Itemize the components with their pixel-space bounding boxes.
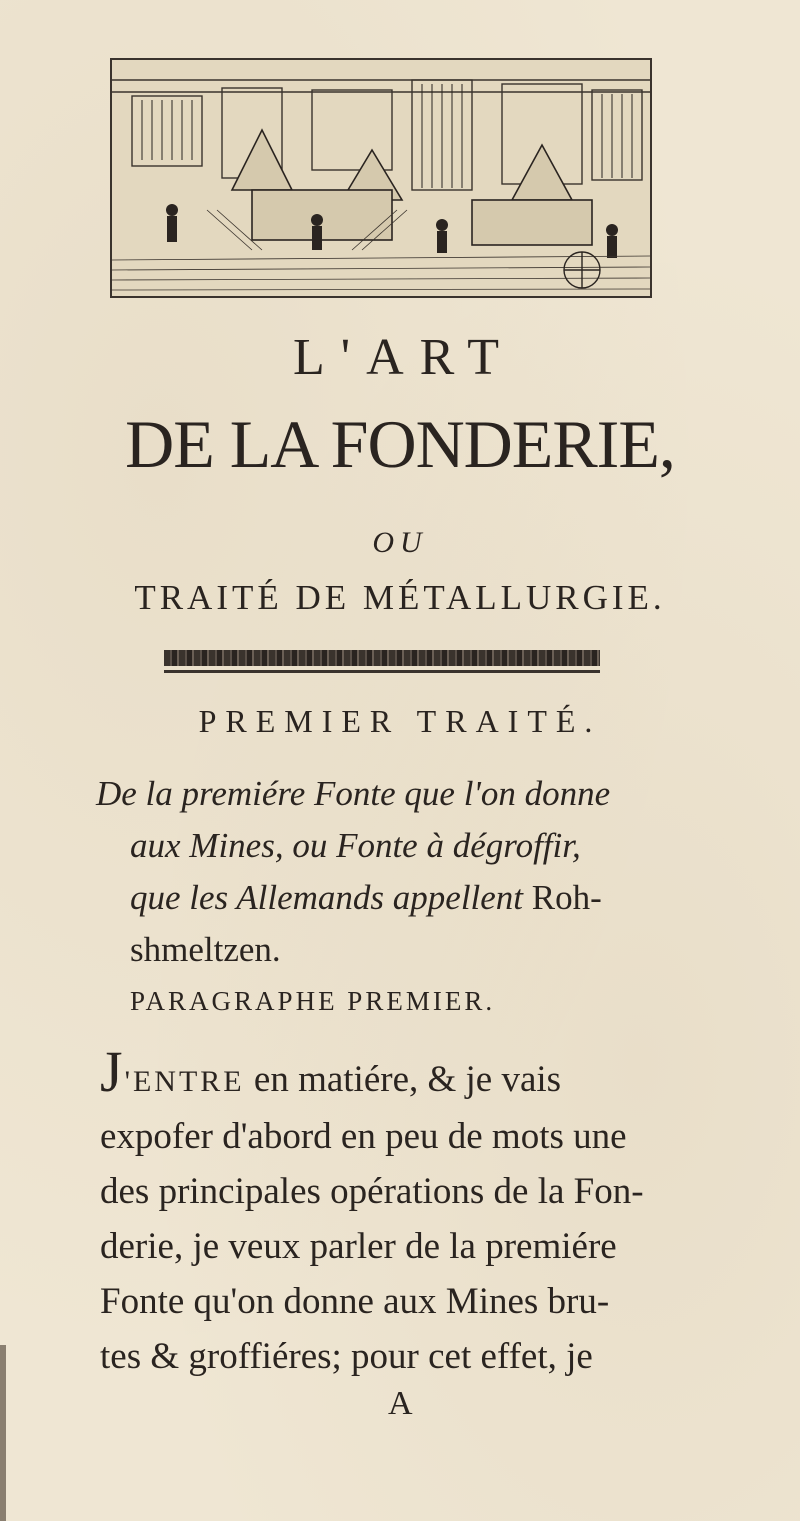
thin-rule (164, 670, 600, 673)
foundry-scene-illustration (112, 60, 650, 296)
title-line-art: L'ART (292, 329, 515, 386)
body-line: des principales opérations de la Fon- (100, 1171, 644, 1212)
ornamental-rule (164, 650, 600, 666)
page-gutter-edge (0, 1345, 6, 1521)
signature-mark: A (388, 1385, 413, 1422)
title-conjunction: OU (372, 526, 428, 559)
subtitle-italic-part: que les Allemands appellent (130, 878, 524, 917)
body-text (100, 1039, 680, 1384)
frontispiece-engraving (110, 58, 652, 298)
subtitle-line: aux Mines, ou Fonte à dégroffir, (130, 826, 581, 865)
section-subtitle (96, 768, 696, 976)
paragraph-heading: PARAGRAPHE PREMIER. (130, 986, 496, 1016)
body-line: tes & groffiéres; pour cet effet, je (100, 1336, 593, 1377)
subtitle-line (130, 872, 696, 924)
body-line: expofer d'abord en peu de mots une (100, 1116, 627, 1157)
subtitle-roman-part: Roh- (531, 878, 602, 917)
drop-cap: J (100, 1039, 123, 1104)
body-line: Fonte qu'on donne aux Mines bru- (100, 1281, 610, 1322)
subtitle-line: shmeltzen. (130, 930, 281, 969)
subtitle-line: De la premiére Fonte que l'on donne (96, 774, 611, 813)
body-smallcaps: 'ENTRE (124, 1065, 245, 1098)
title-line-traite: TRAITÉ DE MÉTALLURGIE. (134, 578, 666, 617)
body-line-rest: en matiére, & je vais (253, 1059, 562, 1100)
section-heading: PREMIER TRAITÉ. (198, 703, 602, 739)
body-line: derie, je veux parler de la premiére (100, 1226, 617, 1267)
title-line-fonderie: DE LA FONDERIE, (125, 406, 675, 482)
body-line (100, 1039, 680, 1109)
